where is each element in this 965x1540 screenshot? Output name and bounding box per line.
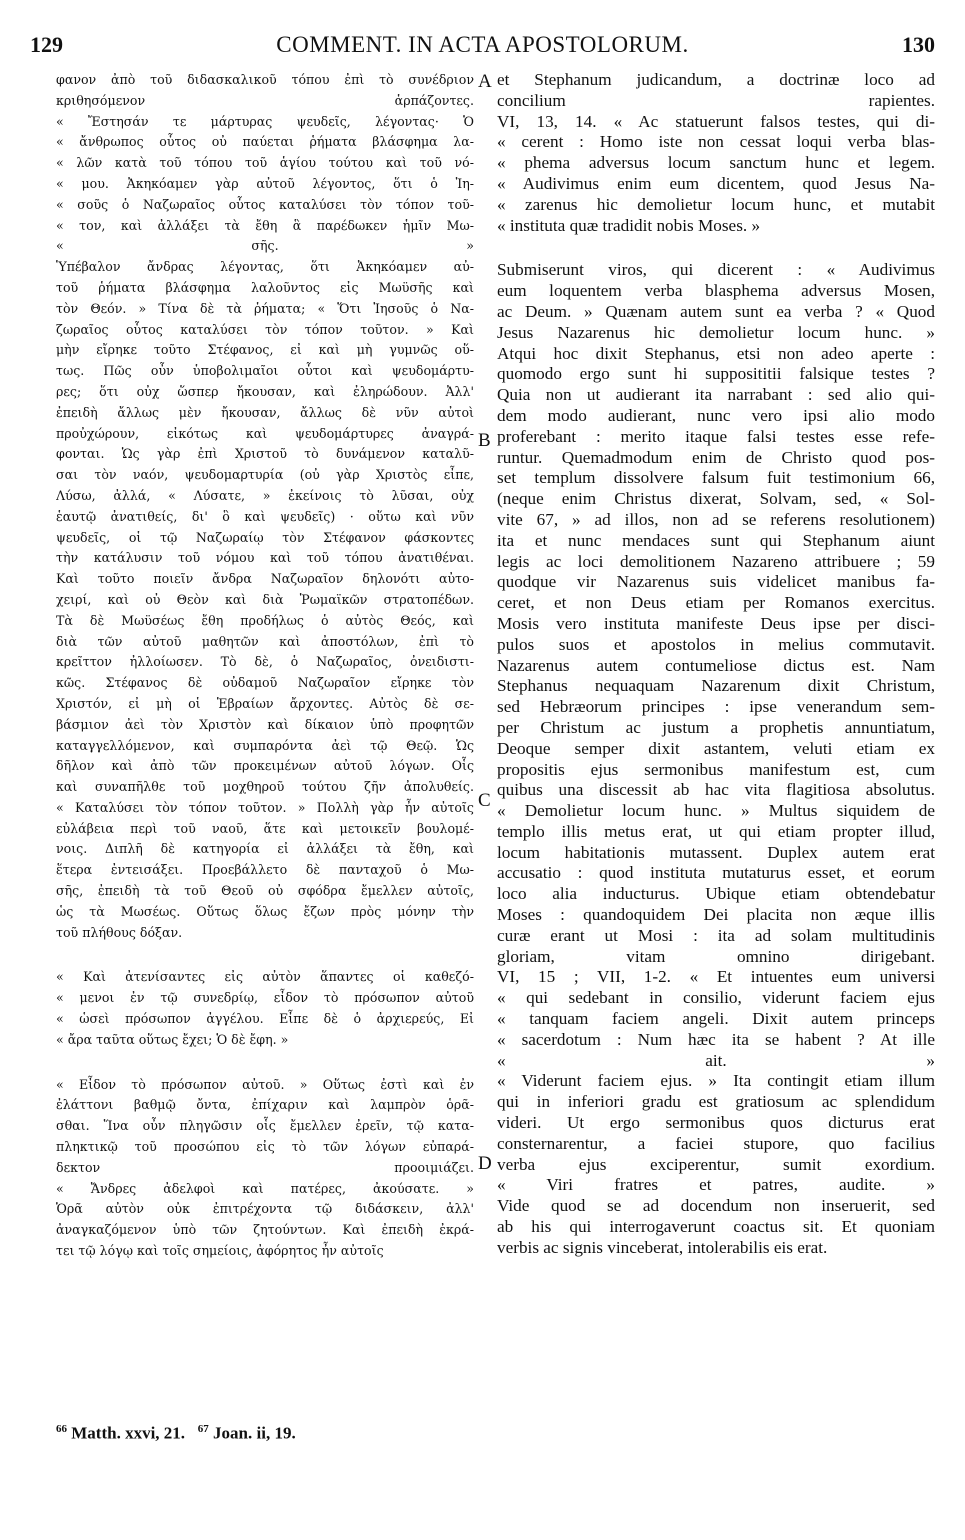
greek-text-line: Καὶ τοῦτο ποιεῖν ἄνδρα Ναζωραῖον δηλονότι αὐτο-	[56, 571, 474, 587]
running-title: COMMENT. IN ACTA APOSTOLORUM.	[276, 32, 689, 57]
greek-text-line: μὴν εἴρηκε τοῦτο Στέφανος, εἰ καὶ μὴ γυμνῶς οὕ-	[56, 342, 474, 358]
latin-text-line: verbis ac signis vinceberat, intolerabilis eis erat.	[497, 1237, 828, 1257]
greek-text-line: « ἄρα ταῦτα οὕτως ἔχει; Ὁ δὲ ἔφη. »	[56, 1031, 289, 1047]
margin-marker-c: C	[478, 790, 491, 811]
footnote-67-number: 67	[197, 1423, 209, 1435]
latin-text-line: Stephanus nequaquam Nazarenum dixit Christum,	[497, 676, 935, 696]
greek-text-line: « τον, καὶ ἀλλάξει τὰ ἔθη ἃ παρέδωκεν ἡμῖν Μω-	[56, 217, 474, 233]
latin-text-line: ita et nunc mendaces sunt qui Stephanum aiunt	[497, 530, 935, 550]
page-number-left: 129	[30, 32, 63, 57]
greek-text-line: τοῦ πλήθους δόξαν.	[56, 924, 183, 940]
latin-text-line: qui in inferiori gradu est gratiosum ac splendidum	[497, 1092, 935, 1112]
latin-text-line: Atqui hoc dixit Stephanus, etsi non adeo aperte :	[497, 343, 935, 363]
greek-text-line: δῆλον καὶ ἀπὸ τῶν προκειμένων αὐτοῦ λόγων. Οἷς	[56, 758, 474, 774]
footnote-66-number: 66	[56, 1423, 67, 1435]
latin-text-line: Quia non ut audierant ita narrabant : sed alio qui-	[497, 385, 935, 405]
latin-text-line: « Viderunt faciem ejus. » Ita contingit etiam illum	[497, 1071, 935, 1091]
footnotes	[56, 1423, 296, 1444]
latin-text-line: locum habitationis mutassent. Duplex autem erat	[497, 842, 935, 862]
paragraph-gap	[56, 943, 474, 967]
margin-marker-a: A	[478, 71, 492, 92]
greek-text-line: ζωραῖος οὗτος καταλύσει τὸν τόπον τοῦτον. » Καὶ	[56, 321, 474, 337]
greek-text-line: ἐπειδὴ ἄλλως μὲν ἤκουσαν, ἄλλως δὲ νῦν αὐτοὶ	[56, 404, 474, 420]
page-header	[30, 32, 935, 62]
greek-text-line: Χριστόν, εἰ μὴ οἱ Ἑβραίων ἄρχοντες. Αὐτὸς δὲ σε-	[56, 695, 474, 711]
latin-text-line: gloriam, vitam omnino dirigebant.	[497, 946, 935, 966]
latin-text-line: Mosis vero instituta manifeste Deus ipse per disci-	[497, 613, 935, 633]
greek-text-line: καταγγελλόμενον, καὶ συμπαρόντα ἀεὶ τῷ Θεῷ. Ὡς	[56, 737, 474, 753]
latin-text-line: « phema adversus locum sanctum hunc et legem.	[497, 153, 935, 173]
greek-text-line: « σῆς. »	[56, 238, 474, 254]
greek-text-line: καὶ συναπῆλθε τοῦ μοχθηροῦ τούτου ζῆν ἀπολυθείς.	[56, 779, 474, 795]
page-number-right: 130	[902, 32, 935, 57]
greek-text-line: ὡς τὰ Μωσέως. Οὕτως ὅλως ἔζων πρὸς μόνην τὴν	[56, 903, 474, 919]
greek-text-line: « Καταλύσει τὸν τόπον τοῦτον. » Πολλὴ γὰρ ἦν αὐτοῖς	[56, 799, 474, 815]
greek-text-line: Λύσω, ἀλλά, « Λύσατε, » ἐκείνοις τὸ λῦσαι, οὐχ	[56, 487, 474, 503]
latin-text-line: concilium rapientes.	[497, 90, 935, 110]
greek-text-line: ἑαυτῷ ἀνατιθείς, δι' ὃ καὶ ψευδεῖς) · οὕτω καὶ νῦν	[56, 508, 474, 524]
latin-text-line: VI, 15 ; VII, 1-2. « Et intuentes eum universi	[497, 967, 935, 987]
latin-text-line: quodque vir Nazarenus suis videlicet manibus fa-	[497, 572, 935, 592]
greek-text-line: κρεῖττον ἠλλοίωσεν. Τὸ δὲ, ὁ Ναζωραῖος, ὀνειδιστι-	[56, 654, 474, 670]
latin-text-line: videri. Ut ergo sermonibus quos dicturus erat	[497, 1113, 935, 1133]
latin-text-line: « zarenus hic demolietur locum hunc, et mutabit	[497, 194, 935, 214]
latin-text-line: ab his qui interrogaverunt coactus sit. Et quoniam	[497, 1217, 935, 1237]
greek-text-line: φονται. Ὡς γὰρ ἐπὶ Χριστοῦ τὸ δυνάμενον καταλῦ-	[56, 446, 474, 462]
latin-text-line: dem modo audierant, nunc vero ipsi alio modo	[497, 405, 935, 425]
greek-text-line: « ἄνθρωπος οὗτος οὐ παύεται ῥήματα βλάσφημα λα-	[56, 134, 474, 150]
latin-text-line: (neque enim Christus dixerat, Solvam, sed, « Sol-	[497, 489, 935, 509]
latin-text-line: eum loquentem verba blasphema adversus Mosen,	[497, 281, 935, 301]
latin-text-line: « cerent : Homo iste non cessat loqui verba blas-	[497, 132, 935, 152]
latin-text-line: proferebant : merito itaque falsi testes esse refe-	[497, 426, 935, 446]
latin-text-line: consternarentur, a faciei stupore, quo facilius	[497, 1133, 935, 1153]
latin-text-line: pulos suos et apostolos in melius commutavit.	[497, 634, 935, 654]
latin-text-line: legis ac loci demolitionem Nazareno attribuere ; 59	[497, 551, 935, 571]
greek-text-line: πληκτικῷ τοῦ προσώπου εἰς τὸ τῶν λόγων εὐπαρά-	[56, 1139, 474, 1155]
latin-text-line: « qui sedebant in consilio, viderunt faciem ejus	[497, 988, 935, 1008]
latin-text-line: propositis ejus sermonibus manifestum est, cum	[497, 759, 935, 779]
greek-text-line: « λῶν κατὰ τοῦ τόπου τοῦ ἁγίου τούτου καὶ τοῦ νό-	[56, 155, 474, 171]
greek-text-line: τοῦ ῥήματα βλάσφημα λαλοῦντος εἰς Μωϋσῆς καὶ	[56, 279, 474, 295]
greek-text-line: διὰ τῶν αὐτοῦ μαθητῶν καὶ ἀποστόλων, ἐπὶ τὸ	[56, 633, 474, 649]
latin-text-line: « ait. »	[497, 1050, 935, 1070]
latin-text-line: et Stephanum judicandum, a doctrinæ loco ad	[497, 70, 935, 89]
greek-text-line: τὸν Θεόν. » Τίνα δὲ τὰ ῥήματα; « Ὅτι Ἰησοῦς ὁ Να-	[56, 300, 474, 316]
greek-text-line: Ὁρᾶ αὐτὸν οὐκ ἐπιτρέχοντα τῷ διδάσκειν, ἀλλ'	[56, 1201, 474, 1217]
latin-text-line: VI, 13, 14. « Ac statuerunt falsos testes, qui di-	[497, 111, 935, 131]
greek-text-line: ἕτερα ἐντεισάξει. Προεβάλλετο δὲ πανταχοῦ ὁ Μω-	[56, 862, 474, 878]
greek-column	[56, 70, 474, 1262]
latin-text-line: accusatio : quod instituta mutaturus esset, et eorum	[497, 863, 935, 883]
greek-text-line: κριθησόμενον ἁρπάζοντες.	[56, 92, 474, 108]
greek-text-line: ἀναγκαζόμενον ὑπὸ τῶν ζητούντων. Καὶ ἐπειδὴ ἐκρά-	[56, 1222, 474, 1238]
greek-text-line: σαι τὸν ναόν, ψευδομαρτυρία (οὐ γὰρ Χριστὸς εἶπε,	[56, 467, 474, 483]
greek-text-line: νοις. Διπλῆ δὲ κατηγορία εἰ ἀλλάξει τὰ ἔθη, καὶ	[56, 841, 474, 857]
latin-text-line: set templum dissolvere falsum fuit testimonium 66,	[497, 468, 935, 488]
greek-text-line: « Εἶδον τὸ πρόσωπον αὐτοῦ. » Οὕτως ἐστὶ καὶ ἐν	[56, 1076, 474, 1092]
greek-text-line: « μου. Ἀκηκόαμεν γὰρ αὐτοῦ λέγοντος, ὅτι ὁ Ἰη-	[56, 175, 474, 191]
latin-text-line: quomodo ergo sunt hi supposititii falsique testes ?	[497, 364, 935, 384]
latin-text-line: loco alia inducturus. Ubique etiam obtendebatur	[497, 884, 935, 904]
latin-text-line: ac Deum. » Quænam autem sunt ea verba ? « Quod	[497, 301, 935, 321]
greek-text-line: « ὡσεὶ πρόσωπον ἀγγέλου. Εἶπε δὲ ὁ ἀρχιερεύς, Εἰ	[56, 1011, 474, 1027]
latin-text-line: templo illis metus erat, ut qui etiam propter illud,	[497, 821, 935, 841]
greek-text-line: τὴν κατάλυσιν τοῦ νόμου καὶ τοῦ τόπου ἀνατιθέναι.	[56, 550, 474, 566]
greek-text-line: « μενοι ἐν τῷ συνεδρίῳ, εἶδον τὸ πρόσωπον αὐτοῦ	[56, 990, 474, 1006]
greek-text-line: δεκτον προοιμιάζει.	[56, 1159, 474, 1175]
latin-column	[497, 70, 935, 1259]
greek-text-line: ψευδεῖς, οἱ τῷ Ναζωραίῳ τὸν Στέφανον φάσκοντες	[56, 529, 474, 545]
greek-text-line: ἐλάττονι βαθμῷ ὄντα, ἐπίχαριν καὶ λαμπρὸν ὁρᾶ-	[56, 1097, 474, 1113]
greek-text-line: Ὑπέβαλον ἄνδρας λέγοντας, ὅτι Ἀκηκόαμεν αὐ-	[56, 259, 474, 275]
latin-text-line: quibus una discessit ab hac vita flagitiosa absolutus.	[497, 780, 935, 800]
latin-text-line: curæ erant ut Mosi : ita ad solam multitudinis	[497, 925, 935, 945]
latin-text-line: « Viri fratres et patres, audite. »	[497, 1175, 935, 1195]
latin-text-line: verba ejus exciperentur, sumit exordium.	[497, 1154, 935, 1174]
footnote-66-text: Matth. xxvi, 21.	[71, 1423, 186, 1443]
greek-text-line: « Ἄνδρες ἀδελφοὶ καὶ πατέρες, ἀκούσατε. »	[56, 1180, 474, 1196]
greek-text-line: « Ἔστησάν τε μάρτυρας ψευδεῖς, λέγοντας· Ὁ	[56, 113, 474, 129]
latin-text-line: ceret, et non Deus etiam per Romanos exercitus.	[497, 593, 935, 613]
greek-text-line: φανον ἀπὸ τοῦ διδασκαλικοῦ τόπου ἐπὶ τὸ συνέδριον	[56, 72, 474, 87]
greek-text-line: σῆς, ἐπειδὴ τὰ τοῦ Θεοῦ οὐ σφόδρα ἔμελλεν αὐτοῖς,	[56, 883, 474, 899]
greek-text-line: « σοῦς ὁ Ναζωραῖος οὗτος καταλύσει τὸν τόπον τοῦ-	[56, 196, 474, 212]
latin-text-line: « Demolietur locum hunc. » Multus siquidem de	[497, 801, 935, 821]
latin-text-line: « sacerdotum : Num hæc ita se habent ? At ille	[497, 1029, 935, 1049]
latin-text-line: Submiserunt viros, qui dicerent : « Audivimus	[497, 260, 935, 280]
latin-text-line: vite 67, » ad illos, non ad se referens resolutionem)	[497, 509, 935, 529]
greek-text-line: προὐχώρουν, εἰκότως καὶ ψευδομάρτυρες ἀναγρά-	[56, 425, 474, 441]
latin-text-line: « Audivimus enim eum dicentem, quod Jesus Na-	[497, 173, 935, 193]
margin-marker-b: B	[478, 430, 491, 451]
greek-text-line: Τὰ δὲ Μωϋσέως ἔθη προδήλως ὁ αὐτὸς Θεός, καὶ	[56, 612, 474, 628]
latin-text-line: « tanquam faciem angeli. Dixit autem princeps	[497, 1009, 935, 1029]
footnote-67-text: Joan. ii, 19.	[213, 1423, 296, 1443]
greek-text-line: ρες; ὅτι οὐχ ὥσπερ ἤκουσαν, καὶ ἐληρώδουν. Ἀλλ'	[56, 383, 474, 399]
latin-text-line: Jesus Nazarenus hic demolietur locum hunc. »	[497, 322, 935, 342]
latin-text-line: Nazarenus autem contumeliose dictus est. Nam	[497, 655, 935, 675]
paragraph-gap	[56, 1051, 474, 1075]
paragraph-gap	[497, 236, 935, 260]
latin-text-line: « instituta quæ tradidit nobis Moses. »	[497, 215, 761, 235]
greek-text-line: « Καὶ ἀτενίσαντες εἰς αὐτὸν ἅπαντες οἱ καθεζό-	[56, 969, 474, 985]
greek-text-line: κῶς. Στέφανος δὲ οὐδαμοῦ Ναζωραῖον εἴρηκε τὸν	[56, 675, 474, 691]
latin-text-line: per Christum ac justum a prophetis annuntiatum,	[497, 717, 935, 737]
greek-text-line: βάσμιον ἀεὶ τὸν Χριστὸν καὶ δίκαιον ὑπὸ προφητῶν	[56, 716, 474, 732]
greek-text-line: εὐλάβεια περὶ τοῦ ναοῦ, ἅτε καὶ μετοικεῖν βουλομέ-	[56, 820, 474, 836]
latin-text-line: Vide quod se ad docendum non inseruerit, sed	[497, 1196, 935, 1216]
latin-text-line: Deoque semper dixit astantem, veluti etiam ex	[497, 738, 935, 758]
latin-text-line: sed Hebræorum principes : ipse venerandum sem-	[497, 697, 935, 717]
latin-text-line: runtur. Quemadmodum enim de Christo quod pos-	[497, 447, 935, 467]
greek-text-line: τως. Πῶς οὖν ὑποβολιμαῖοι οὗτοι καὶ ψευδομάρτυ-	[56, 363, 474, 379]
greek-text-line: χειρί, καὶ οὐ Θεὸν καὶ διὰ Ῥωμαϊκῶν στρατοπέδων.	[56, 591, 474, 607]
greek-text-line: σθαι. Ἵνα οὖν πληγῶσιν οἷς ἔμελλεν ἐρεῖν, τῷ κατα-	[56, 1118, 474, 1134]
margin-marker-d: D	[478, 1153, 492, 1174]
latin-text-line: Moses : quandoquidem Dei placita non æque illis	[497, 905, 935, 925]
greek-text-line: τει τῷ λόγῳ καὶ τοῖς σημείοις, ἀφόρητος ἦν αὐτοῖς	[56, 1243, 384, 1259]
